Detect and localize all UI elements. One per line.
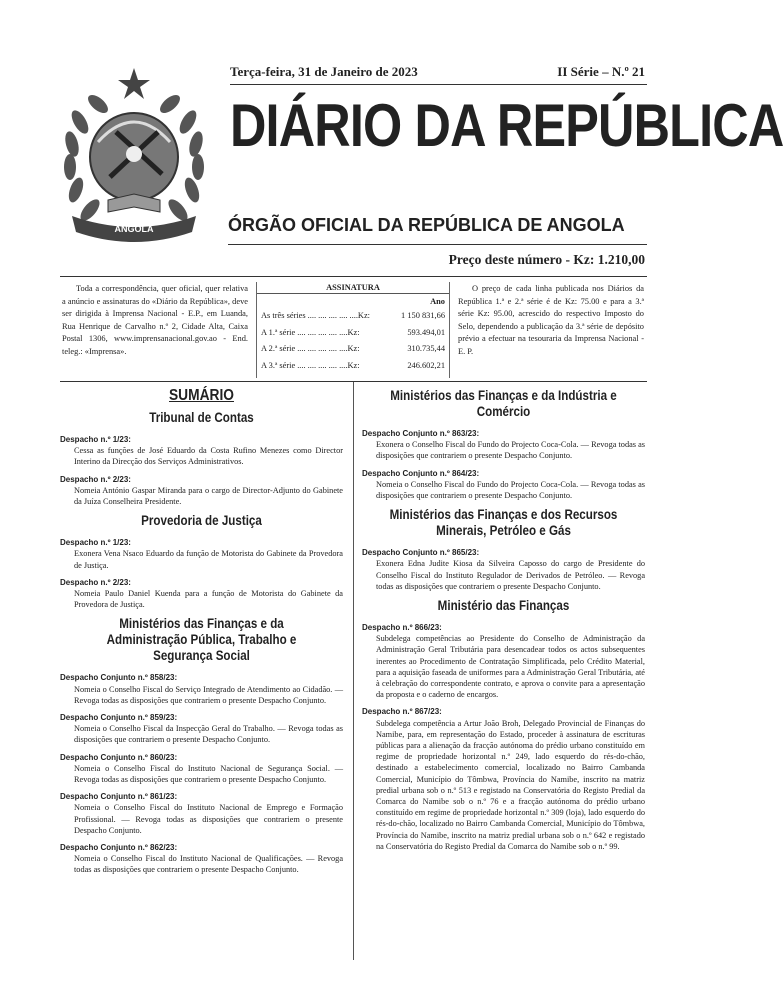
entry-text: Exonera o Conselho Fiscal do Fundo do Projecto Coca-Cola. — Revoga todas as disposições que contrariem o presente Despacho Conjunto. [376, 440, 645, 461]
subtitle-divider [228, 244, 647, 245]
line-price-info: O preço de cada linha publicada nos Diários da República 1.ª e 2.ª série é de Kz: 75.00 e para a 3.ª série Kz: 95.00, acrescido do respectivo Imposto do Selo, dependendo a publicação da 3.ª série de depósito prévio a efectuar na tesouraria da Imprensa Nacional - E. P. [458, 284, 644, 356]
entry-heading: Despacho n.º 2/23: [60, 577, 131, 587]
summary-entry [362, 428, 645, 462]
summary-entry [362, 468, 645, 502]
entry-heading: Despacho Conjunto n.º 860/23: [60, 752, 178, 762]
summary-entry [60, 712, 343, 746]
section-title: Ministérios das Finanças e da Administração Pública, Trabalho e Segurança Social [106, 616, 297, 664]
summary-entry [60, 577, 343, 611]
subscription-row [257, 360, 449, 373]
summary-entry [60, 672, 343, 706]
summary-entry [362, 547, 645, 592]
subscription-dots: .... .... .... .... ....Kz: [297, 344, 360, 353]
emblem-caption: REPÚBLICA DE ANGOLA [100, 214, 168, 220]
series-number: II Série – N.º 21 [557, 64, 645, 79]
emblem-word: ANGOLA [114, 224, 154, 234]
subscription-row [257, 343, 449, 356]
subscription-value: 310.735,44 [407, 344, 445, 353]
summary-heading: SUMÁRIO [169, 387, 234, 404]
entry-text: Nomeia o Conselho Fiscal do Instituto Nacional de Segurança Social. — Revoga todas as disposições que contrariem o presente Despacho Conjunto. [74, 763, 343, 785]
page-subtitle: ÓRGÃO OFICIAL DA REPÚBLICA DE ANGOLA [228, 215, 625, 235]
subscription-value: 1 150 831,66 [401, 311, 445, 320]
summary-entry [60, 791, 343, 836]
subscription-row [257, 310, 449, 323]
entry-heading: Despacho Conjunto n.º 861/23: [60, 792, 178, 802]
subscription-label: A 2.ª série [261, 344, 296, 353]
entry-text: Subdelega competência a Artur João Broh, Delegado Provincial de Finanças do Namibe, para, em representação do Estado, proceder à assinatura de escrituras públicas para a alienação da fracção autónoma do prédio urbano constituído em regime de propriedade horizontal n.º 249, lado esquerdo do rés-do-chão, destinado a estabelecimento comercial, localizado no Bairro Cambanda Comercial, Município do Tômbwa, Província do Namibe, inscrito na matriz predial urbana sob o n.º 513 e registado na Conservatória do Registo Predial da Comarca do Namibe sob o n.º 76 e a fracção autónoma do prédio urbano constituído em regime de propriedade horizontal n.º 309 (loja), lado esquerdo do rés-do-chão, localizado no Bairro Cambanda Comercial, Município do Tômbwa, Província do Namibe, inscrito na matriz predial urbana sob o n.º 642 e registado na Conservatória do Registo Predial da Comarca do Namibe sob o n.º 99. [376, 718, 645, 851]
subscription-label: A 1.ª série [261, 327, 296, 337]
section-title: Ministérios das Finanças e da Indústria e Comércio [390, 388, 617, 419]
entry-text: Subdelega competências ao Presidente do Conselho de Administração da Administração Geral Tributária para desencadear todos os actos subsequentes inerentes ao Procedimento de Contratação Simplificada, pelo Crédito Material, para a aquisição faseada de uniformes para a Administração Geral Tributária, até à celebração do correspondente contrato, e aprova o convite para a apresentação da proposta e o caderno de encargos. [376, 634, 645, 700]
section-title: Provedoria de Justiça [141, 513, 262, 529]
subscription-label: As três séries [261, 311, 306, 320]
subscription-value: 593.494,01 [407, 327, 445, 337]
subscription-row [257, 327, 449, 340]
subscription-rows [257, 310, 449, 372]
entry-text: Nomeia o Conselho Fiscal do Instituto Nacional de Qualificações. — Revoga todas as disposições que contrariem o presente Despacho Conjunto. [74, 854, 343, 875]
entry-text: Nomeia Paulo Daniel Kuenda para a função de Motorista do Gabinete da Provedora de Justiça. [74, 589, 343, 610]
entry-heading: Despacho Conjunto n.º 862/23: [60, 843, 178, 853]
entry-heading: Despacho Conjunto n.º 859/23: [60, 713, 178, 723]
summary-left-column [60, 388, 343, 882]
entry-text: Nomeia o Conselho Fiscal da Inspecção Geral do Trabalho. — Revoga todas as disposições que contrariem o presente Despacho Conjunto. [74, 724, 343, 745]
subscription-heading-rule [257, 293, 449, 294]
entry-heading: Despacho n.º 867/23: [362, 707, 442, 717]
summary-entry [60, 537, 343, 571]
summary-right-column [362, 388, 645, 858]
summary-entry [60, 434, 343, 468]
entry-heading: Despacho Conjunto n.º 865/23: [362, 548, 480, 558]
subscription-dots: .... .... .... .... ....Kz: [307, 311, 370, 320]
subscription-box [256, 282, 450, 378]
column-divider [353, 382, 354, 960]
issue-price: Preço deste número - Kz: 1.210,00 [448, 252, 645, 267]
summary-entry [60, 474, 343, 508]
entry-heading: Despacho n.º 866/23: [362, 623, 442, 633]
subscription-value: 246.602,21 [407, 360, 445, 370]
entry-text: Cessa as funções de José Eduardo da Costa Rufino Menezes como Director Interino da Direcção dos Serviços Administrativos. [74, 446, 343, 467]
subscription-label: A 3.ª série [261, 360, 296, 370]
section-title: Tribunal de Contas [149, 410, 254, 425]
summary-entry [60, 752, 343, 786]
entry-text: Nomeia o Conselho Fiscal do Fundo do Projecto Coca-Cola. — Revoga todas as disposições que contrariem o presente Despacho Conjunto. [376, 479, 645, 501]
entry-heading: Despacho Conjunto n.º 858/23: [60, 673, 178, 683]
entry-text: Exonera Vena Nsaco Eduardo da função de Motorista do Gabinete da Provedora de Justiça. [74, 549, 343, 570]
summary-entry [362, 622, 645, 700]
entry-text: Nomeia o Conselho Fiscal do Serviço Integrado de Atendimento ao Cidadão. — Revoga todas as disposições que contrariem o presente Despacho Conjunto. [74, 684, 343, 705]
subscription-dots: .... .... .... .... ....Kz: [297, 360, 360, 370]
subscription-dots: .... .... .... .... ....Kz: [297, 327, 360, 337]
entry-text: Nomeia o Conselho Fiscal do Instituto Nacional de Emprego e Formação Profissional. — Revoga todas as disposições que contrariem o presente Despacho Conjunto. [74, 803, 343, 835]
entry-heading: Despacho Conjunto n.º 864/23: [362, 468, 480, 478]
subscription-heading: ASSINATURA [326, 283, 380, 292]
page-title: DIÁRIO DA REPÚBLICA [230, 92, 783, 159]
entry-heading: Despacho n.º 1/23: [60, 435, 131, 444]
info-top-divider [60, 276, 647, 277]
entry-heading: Despacho n.º 1/23: [60, 538, 131, 548]
section-title: Ministério das Finanças [437, 598, 570, 614]
section-title: Ministérios das Finanças e dos Recursos Minerais, Petróleo e Gás [389, 507, 618, 539]
entry-text: Nomeia António Gaspar Miranda para o cargo de Director-Adjunto do Gabinete da Juíza Conselheira Presidente. [74, 485, 343, 507]
header-divider [230, 84, 647, 85]
summary-entry [60, 842, 343, 876]
subscription-year-label: Ano [430, 297, 445, 306]
entry-heading: Despacho Conjunto n.º 863/23: [362, 429, 480, 438]
correspondence-info: Toda a correspondência, quer oficial, quer relativa a anúncio e assinaturas do «Diário da República», deve ser dirigida à Imprensa Nacional - E.P., em Luanda, Rua Henrique de Carvalho n.º 2, Cidade Alta, Caixa Postal 1306, www.imprensanacional.gov.ao - End. teleg.: «Imprensa». [62, 284, 248, 356]
national-emblem [58, 62, 210, 238]
entry-heading: Despacho n.º 2/23: [60, 474, 131, 484]
issue-date: Terça-feira, 31 de Janeiro de 2023 [230, 64, 418, 79]
entry-text: Exonera Edna Judite Kiosa da Silveira Caposso do cargo de Presidente do Conselho Fiscal do Instituto Regulador de Derivados de Petróleo. — Revoga todas as disposições que contrariem o presente Despacho Conjunto. [376, 559, 645, 591]
summary-entry [362, 706, 645, 852]
